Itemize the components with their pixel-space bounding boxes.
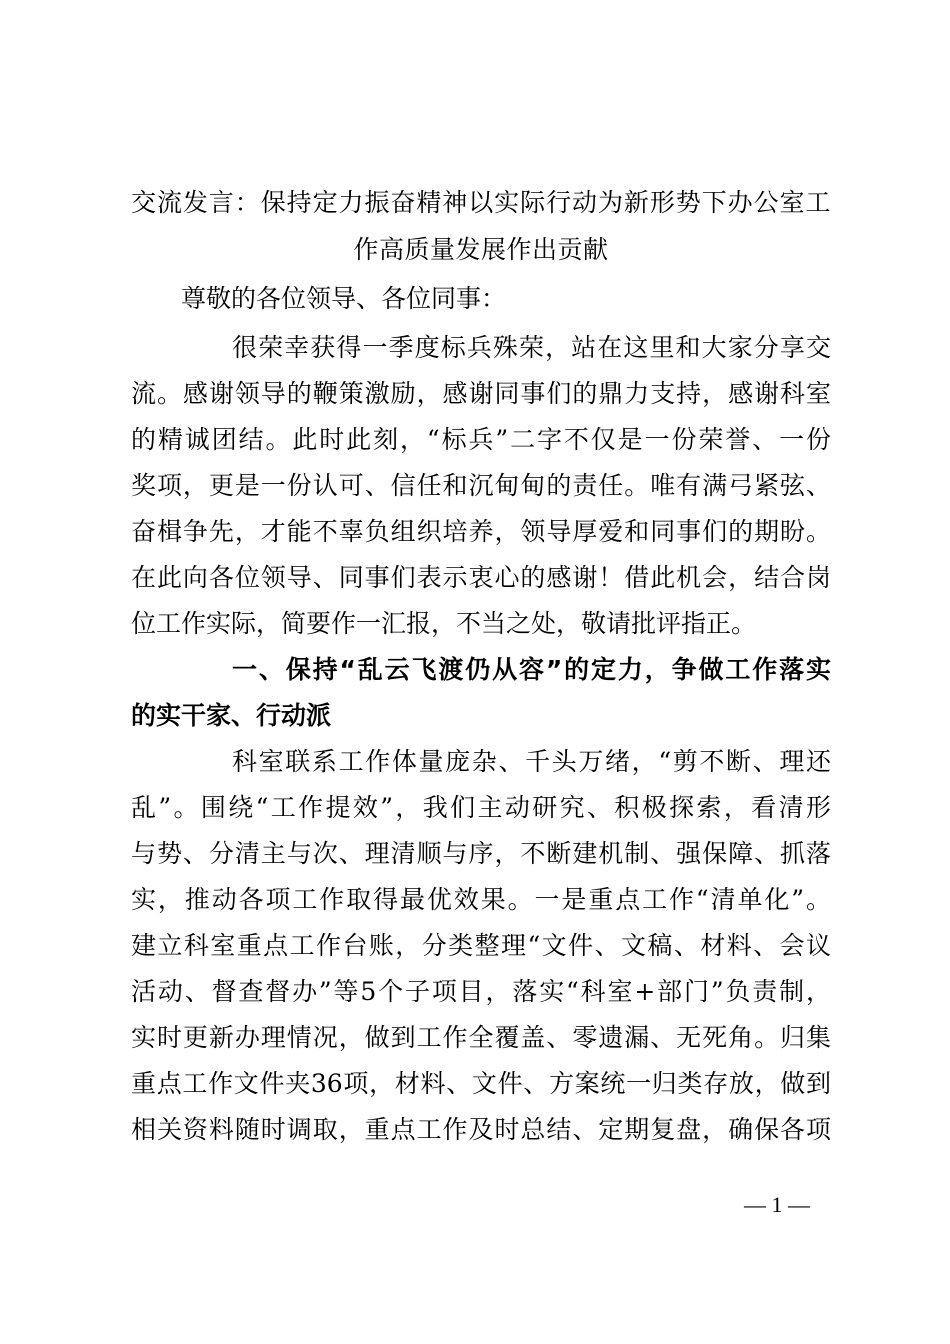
salutation: 尊敬的各位领导、各位同事： (181, 284, 507, 313)
paragraph-1-line-7: 位工作实际，简要作一汇报，不当之处，敬请批评指正。 (131, 609, 757, 638)
paragraph-1-line-1: 很荣幸获得一季度标兵殊荣，站在这里和大家分享交 (232, 333, 831, 362)
paragraph-2-line-7: 实时更新办理情况，做到工作全覆盖、零遗漏、无死角。归集 (131, 1023, 831, 1052)
section-heading-1-line-2: 的实干家、行动派 (131, 701, 332, 730)
paragraph-2-line-6: 活动、督查督办”等5个子项目，落实“科室+部门”负责制， (131, 977, 831, 1006)
document-title-line-2: 作高质量发展作出贡献 (353, 235, 609, 264)
paragraph-1-line-3: 的精诚团结。此时此刻，“标兵”二字不仅是一份荣誉、一份 (131, 425, 831, 454)
paragraph-2-line-2: 乱”。围绕“工作提效”，我们主动研究、积极探索，看清形 (131, 793, 831, 822)
paragraph-2-line-5: 建立科室重点工作台账，分类整理“文件、文稿、材料、会议 (131, 931, 831, 960)
paragraph-2-line-9: 相关资料随时调取，重点工作及时总结、定期复盘，确保各项 (131, 1115, 831, 1144)
paragraph-2-line-3: 与势、分清主与次、理清顺与序，不断建机制、强保障、抓落 (131, 839, 831, 868)
paragraph-2-line-1: 科室联系工作体量庞杂、千头万绪，“剪不断、理还 (232, 747, 831, 776)
paragraph-1-line-6: 在此向各位领导、同事们表示衷心的感谢！借此机会，结合岗 (131, 563, 831, 592)
paragraph-1-line-4: 奖项，更是一份认可、信任和沉甸甸的责任。唯有满弓紧弦、 (131, 471, 831, 500)
paragraph-1-line-5: 奋楫争先，才能不辜负组织培养，领导厚爱和同事们的期盼。 (131, 517, 831, 546)
paragraph-2-line-4: 实，推动各项工作取得最优效果。一是重点工作“清单化”。 (131, 885, 831, 914)
page-number: — 1 — (744, 1192, 810, 1217)
paragraph-1-line-2: 流。感谢领导的鞭策激励，感谢同事们的鼎力支持，感谢科室 (131, 379, 831, 408)
section-heading-1-line-1: 一、保持“乱云飞渡仍从容”的定力，争做工作落实 (232, 655, 831, 684)
document-title-line-1: 交流发言：保持定力振奋精神以实际行动为新形势下办公室工 (131, 188, 831, 217)
paragraph-2-line-8: 重点工作文件夹36项，材料、文件、方案统一归类存放，做到 (131, 1069, 831, 1098)
